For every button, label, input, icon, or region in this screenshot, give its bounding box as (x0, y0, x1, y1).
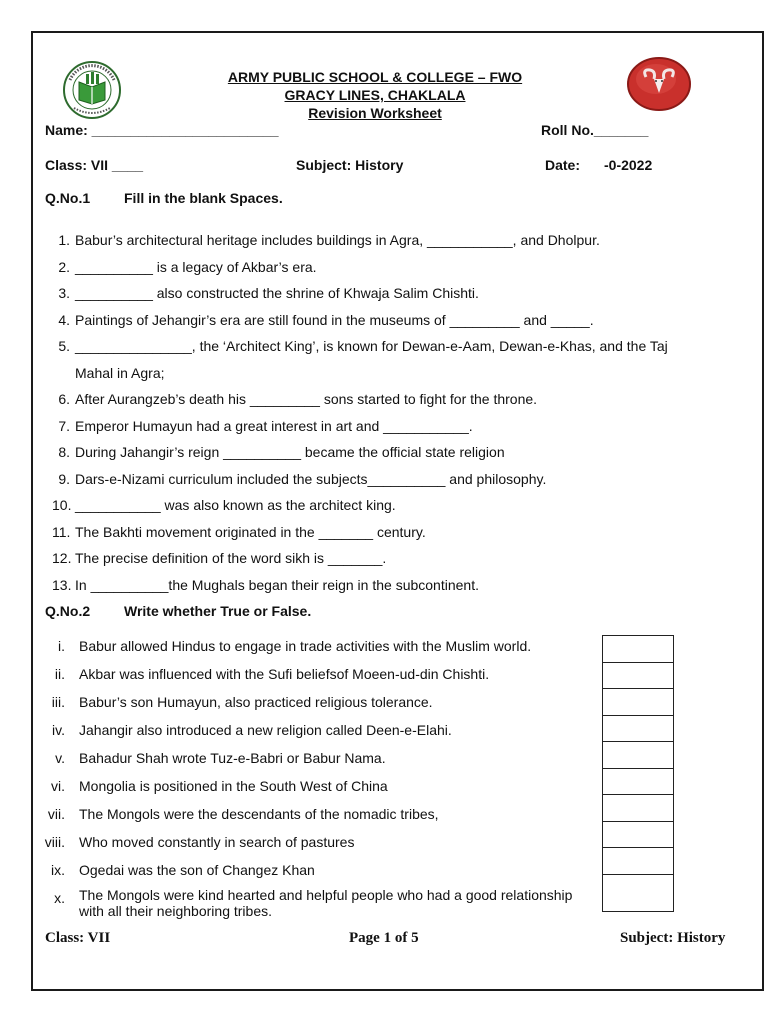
date-value: -0-2022 (604, 157, 653, 173)
answer-box[interactable] (602, 794, 674, 822)
answer-box[interactable] (602, 715, 674, 743)
roll-number-field[interactable]: Roll No._______ (541, 122, 649, 138)
name-field[interactable]: Name: ________________________ (45, 122, 279, 138)
footer-subject: Subject: History (620, 930, 726, 946)
list-item: 1. Babur’s architectural heritage includes buildings in Agra, ___________, and Dholpur. (58, 232, 600, 248)
answer-box[interactable] (602, 821, 674, 849)
answer-box[interactable] (602, 662, 674, 690)
list-item: ii. Akbar was influenced with the Sufi beliefsof Moeen-ud-din Chishti. (54, 666, 490, 682)
q1-heading (45, 190, 445, 206)
date-label: Date: (545, 157, 581, 173)
q1-number: Q.No.1 (45, 190, 91, 206)
answer-box[interactable] (602, 688, 674, 716)
worksheet-title: Revision Worksheet (308, 105, 442, 121)
answer-box[interactable] (602, 635, 674, 663)
answer-box[interactable] (602, 768, 674, 796)
answer-boxes (602, 636, 674, 912)
list-item: 3. __________ also constructed the shrine of Khwaja Salim Chishti. (58, 285, 479, 301)
answer-box[interactable] (602, 847, 674, 875)
footer-class: Class: VII (45, 930, 111, 946)
list-item: i. Babur allowed Hindus to engage in trade activities with the Muslim world. (58, 638, 532, 654)
fill-in-blanks-list (52, 227, 742, 598)
subject-label: Subject: History (296, 157, 404, 173)
list-item: iv. Jahangir also introduced a new religion called Deen-e-Elahi. (52, 722, 452, 738)
list-item: 4. Paintings of Jehangir’s era are still found in the museums of _________ and _____. (58, 311, 594, 328)
list-item: vi. Mongolia is positioned in the South West of China (51, 778, 388, 794)
list-item: 13. In __________the Mughals began their reign in the subcontinent. (52, 576, 479, 593)
footer-page-number: Page 1 of 5 (349, 930, 419, 946)
school-name: ARMY PUBLIC SCHOOL & COLLEGE – FWO (227, 69, 523, 85)
true-false-list (30, 632, 590, 924)
list-item: 11. The Bakhti movement originated in the _______ century. (52, 523, 426, 540)
list-item: x. The Mongols were kind hearted and helpful people who had a good relationship with all their neighboring tribes. (54, 887, 573, 919)
school-location: GRACY LINES, CHAKLALA (284, 87, 466, 103)
list-item: 10. ___________ was also known as the architect king. (52, 497, 396, 513)
school-crest-logo (56, 60, 128, 120)
q2-title: Write whether True or False. (124, 603, 312, 619)
list-item: 7. Emperor Humayun had a great interest in art and ___________. (58, 417, 473, 434)
q2-heading (45, 603, 445, 619)
list-item: vii. The Mongols were the descendants of the nomadic tribes, (47, 806, 439, 822)
q2-number: Q.No.2 (45, 603, 91, 619)
list-item: ix. Ogedai was the son of Changez Khan (51, 862, 315, 878)
list-item: 8. During Jahangir’s reign __________ became the official state religion (58, 444, 505, 460)
class-field[interactable]: Class: VII ____ (45, 157, 144, 173)
fwo-emblem-logo (626, 57, 692, 111)
list-item: 12. The precise definition of the word sikh is _______. (52, 550, 387, 566)
list-item: v. Bahadur Shah wrote Tuz-e-Babri or Babur Nama. (55, 750, 386, 766)
list-item: 9. Dars-e-Nizami curriculum included the subjects__________ and philosophy. (58, 470, 547, 487)
list-item: viii. Who moved constantly in search of pastures (44, 834, 355, 850)
list-item: 6. After Aurangzeb’s death his _________ sons started to fight for the throne. (58, 391, 538, 407)
list-item: iii. Babur’s son Humayun, also practiced religious tolerance. (51, 694, 433, 710)
list-item: 2. __________ is a legacy of Akbar’s era. (58, 258, 317, 275)
answer-box[interactable] (602, 874, 674, 912)
answer-box[interactable] (602, 741, 674, 769)
list-item: 5. _______________, the ‘Architect King’, is known for Dewan-e-Aam, Dewan-e-Khas, and the Taj Mahal in Agra; (58, 338, 668, 381)
q1-title: Fill in the blank Spaces. (124, 190, 283, 206)
